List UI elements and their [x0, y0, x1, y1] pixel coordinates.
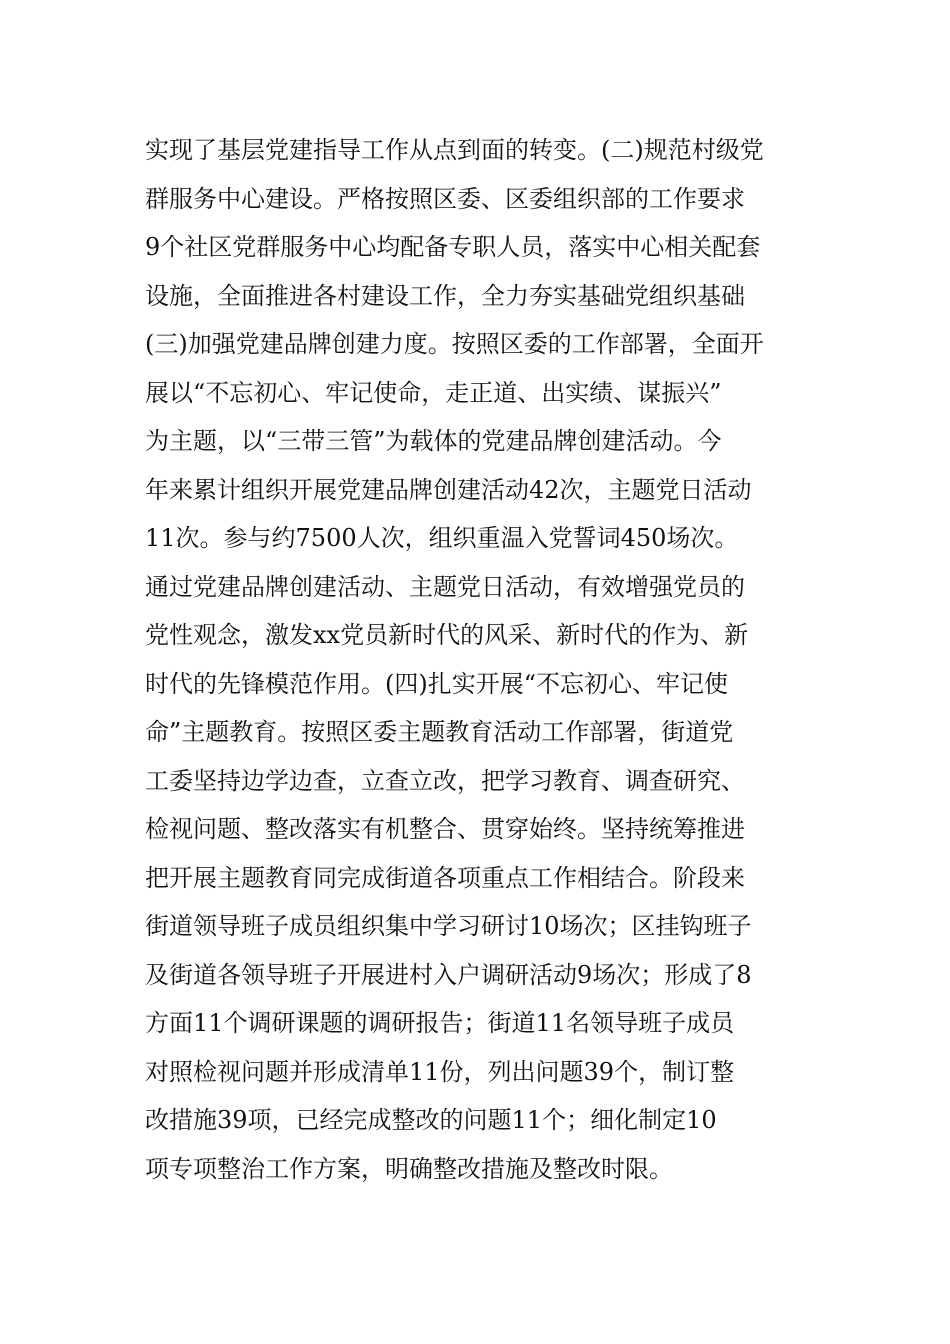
text-line-21: 改措施39项，已经完成整改的问题11个；细化制定10 [145, 1106, 717, 1134]
text-line-13: 命”主题教育。按照区委主题教育活动工作部署，街道党 [145, 718, 734, 746]
text-line-1: 实现了基层党建指导工作从点到面的转变。(二)规范村级党 [145, 136, 764, 164]
text-line-11: 党性观念，激发xx党员新时代的风采、新时代的作为、新 [145, 621, 749, 649]
text-line-3: 9个社区党群服务中心均配备专职人员，落实中心相关配套 [145, 233, 761, 261]
text-line-18: 及街道各领导班子开展进村入户调研活动9场次；形成了8 [145, 960, 752, 989]
body-paragraph [145, 126, 815, 1193]
text-line-19: 方面11个调研课题的调研报告；街道11名领导班子成员 [145, 1009, 735, 1037]
text-line-15: 检视问题、整改落实有机整合、贯穿始终。坚持统筹推进 [145, 815, 745, 843]
text-line-7: 为主题，以“三带三管”为载体的党建品牌创建活动。今 [145, 427, 722, 455]
text-line-6: 展以“不忘初心、牢记使命，走正道、出实绩、谋振兴” [145, 378, 722, 407]
text-line-12: 时代的先锋模范作用。(四)扎实开展“不忘初心、牢记使 [145, 669, 728, 698]
text-line-10: 通过党建品牌创建活动、主题党日活动，有效增强党员的 [145, 572, 745, 601]
text-line-2: 群服务中心建设。严格按照区委、区委组织部的工作要求 [145, 184, 745, 213]
text-line-16: 把开展主题教育同完成街道各项重点工作相结合。阶段来 [145, 863, 745, 892]
text-line-4: 设施，全面推进各村建设工作，全力夯实基础党组织基础 [145, 281, 745, 310]
text-line-20: 对照检视问题并形成清单11份，列出问题39个，制订整 [145, 1057, 735, 1086]
text-line-22: 项专项整治工作方案，明确整改措施及整改时限。 [145, 1154, 673, 1183]
text-line-14: 工委坚持边学边查，立查立改，把学习教育、调查研究、 [145, 766, 745, 795]
text-line-9: 11次。参与约7500人次，组织重温入党誓词450场次。 [145, 524, 739, 552]
text-line-5: (三)加强党建品牌创建力度。按照区委的工作部署，全面开 [145, 330, 764, 358]
text-line-17: 街道领导班子成员组织集中学习研讨10场次；区挂钩班子 [145, 912, 752, 940]
text-line-8: 年来累计组织开展党建品牌创建活动42次，主题党日活动 [145, 475, 752, 504]
